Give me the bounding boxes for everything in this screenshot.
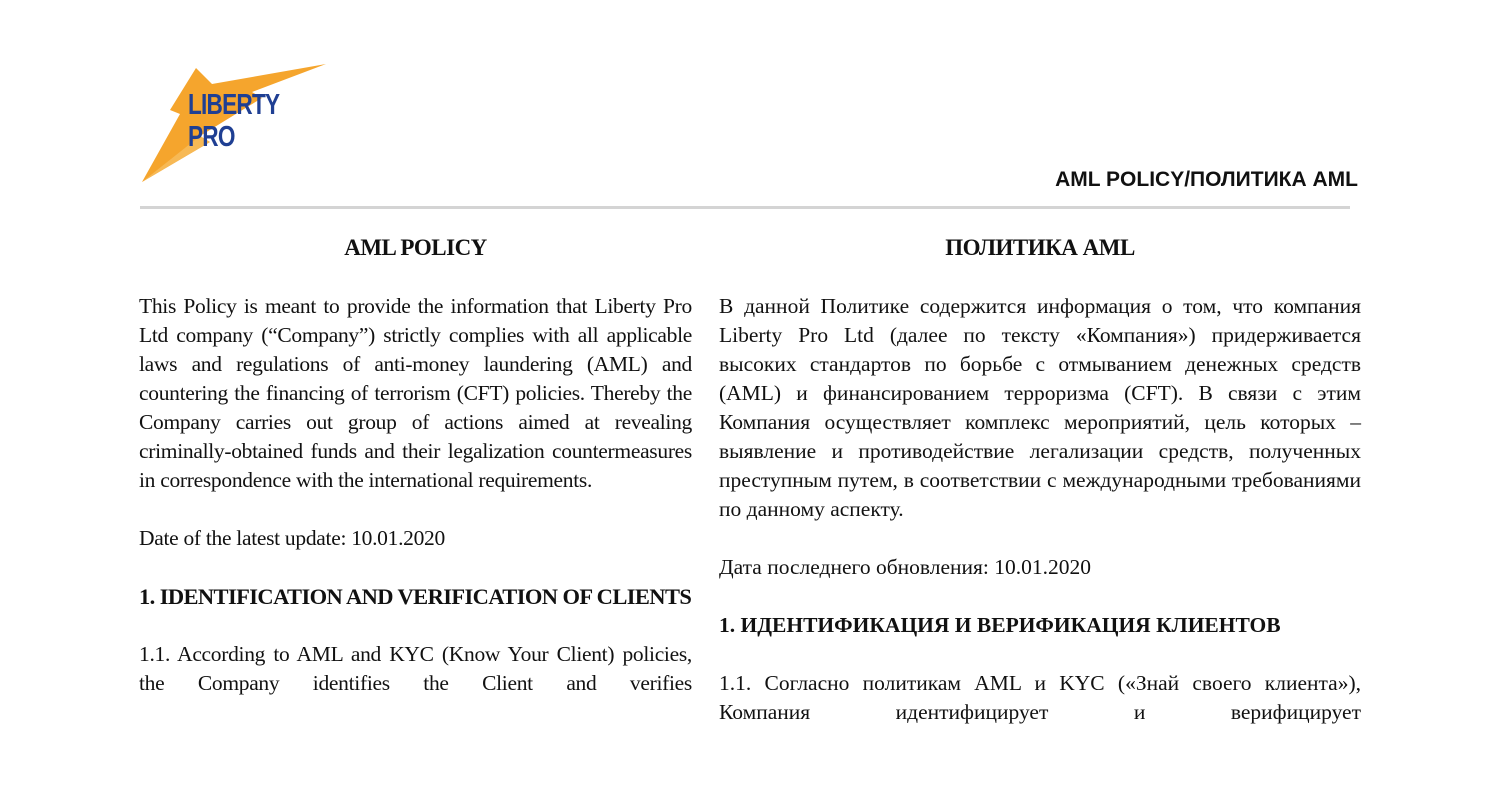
russian-section-1-title: 1. ИДЕНТИФИКАЦИЯ И ВЕРИФИКАЦИЯ КЛИЕНТОВ: [719, 613, 1281, 637]
logo-bolt-icon: [140, 62, 332, 184]
russian-heading: ПОЛИТИКА AML: [945, 235, 1135, 260]
english-section-1-title: 1. IDENTIFICATION AND VERIFICATION OF CLIENTS: [139, 584, 692, 609]
english-column: [139, 234, 692, 727]
logo-text-line1: LIBERTY: [188, 89, 280, 121]
page-header-title: AML POLICY/ПОЛИТИКА AML: [1055, 168, 1358, 191]
russian-update-date: Дата последнего обновления: 10.01.2020: [719, 555, 1092, 579]
logo-text-line2: PRO: [188, 121, 235, 153]
russian-section-1-paragraph: 1.1. Согласно политикам AML и KYC («Знай своего клиента»), Компания идентифицирует и верифицирует: [719, 671, 1361, 724]
english-update-date: Date of the latest update: 10.01.2020: [139, 526, 445, 550]
english-intro-paragraph: This Policy is meant to provide the information that Liberty Pro Ltd company (“Company”) strictly complies with all applicable laws and regulations of anti-money laundering (AML) and countering the financing of terrorism (CFT) policies. Thereby the Company carries out group of actions aimed at revealing criminally-obtained funds and their legalization countermeasures in correspondence with the international requirements.: [139, 294, 692, 492]
russian-column: [719, 234, 1361, 756]
english-section-1-paragraph: 1.1. According to AML and KYC (Know Your Client) policies, the Company identifies the Client and verifies: [139, 642, 692, 695]
header-divider: [140, 206, 1350, 209]
company-logo: [140, 62, 332, 184]
english-heading: AML POLICY: [344, 235, 487, 260]
russian-intro-paragraph: В данной Политике содержится информация о том, что компания Liberty Pro Ltd (далее по тексту «Компания») придерживается высоких стандартов по борьбе с отмыванием денежных средств (AML) и финансированием терроризма (CFT). В связи с этим Компания осуществляет комплекс мероприятий, цель которых – выявление и противодействие легализации средств, полученных преступным путем, в соответствии с международными требованиями по данному аспекту.: [719, 294, 1361, 521]
